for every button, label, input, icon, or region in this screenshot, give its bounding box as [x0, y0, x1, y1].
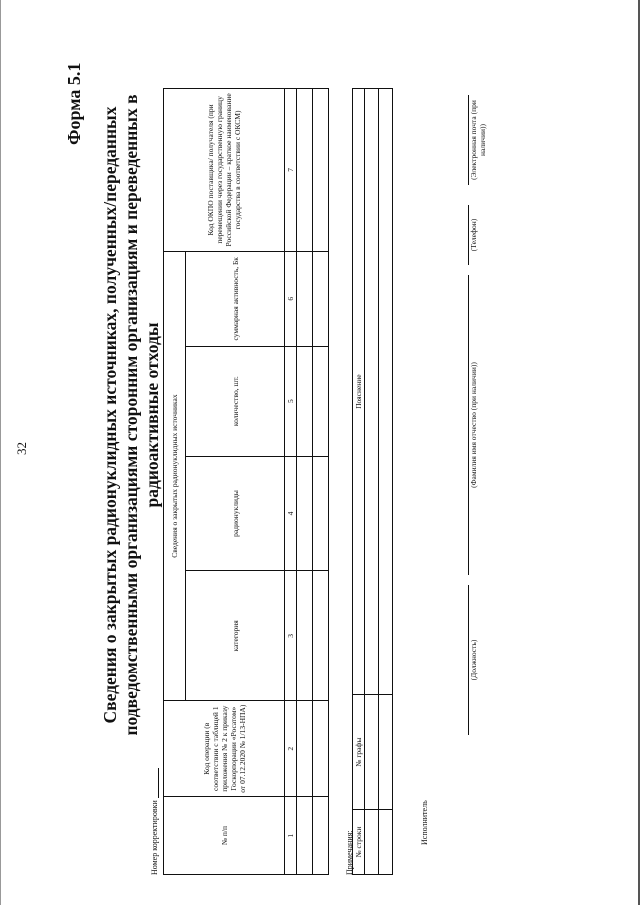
signature-phone-caption: (Телефон): [469, 218, 478, 252]
table-cell[interactable]: [365, 810, 379, 875]
table-row: [379, 89, 393, 875]
col-number-6: 6: [285, 251, 297, 346]
signature-fullname: [468, 275, 478, 575]
table-cell[interactable]: [379, 695, 393, 810]
table-cell[interactable]: [297, 701, 313, 797]
signature-email: [468, 95, 487, 185]
table-row: [297, 89, 313, 875]
main-table: [163, 88, 329, 875]
header-category: категория: [186, 571, 285, 701]
signature-phone: [468, 205, 478, 265]
table-cell[interactable]: [313, 89, 329, 252]
table-cell[interactable]: [313, 571, 329, 701]
header-activity: суммарная активность, Бк: [186, 251, 285, 346]
correction-input-line[interactable]: [150, 768, 159, 798]
col-number-1: 1: [285, 797, 297, 875]
document-title: Сведения о закрытых радионуклидных источниках, полученных/переданных подведомственными организациями сторонним организациям и переведенных в радиоактивные отходы: [100, 94, 162, 736]
table-cell[interactable]: [313, 251, 329, 346]
table-cell[interactable]: [313, 346, 329, 456]
table-cell[interactable]: [297, 251, 313, 346]
col-number-3: 3: [285, 571, 297, 701]
page-number: 32: [14, 442, 29, 455]
table-cell[interactable]: [297, 89, 313, 252]
header-radionuclides: радионуклиды: [186, 456, 285, 571]
table-cell[interactable]: [313, 797, 329, 875]
executor-label: Исполнитель: [420, 800, 429, 845]
header-quantity: количество, шт.: [186, 346, 285, 456]
correction-number: [150, 768, 159, 875]
table-row: [313, 89, 329, 875]
header-op-code: Код операции (в соответствии с таблицей 1 приложения № 2 к приказу Госкорпорации «Росатом» от 07.12.2020 № 1/13-НПА): [164, 701, 285, 797]
table-row: [365, 89, 379, 875]
table-cell[interactable]: [365, 89, 379, 695]
signature-position: [468, 585, 478, 735]
form-label: Форма 5.1: [64, 62, 84, 145]
table-cell[interactable]: [297, 571, 313, 701]
notes-header-explanation: Пояснение: [353, 89, 365, 695]
table-cell[interactable]: [365, 695, 379, 810]
table-cell[interactable]: [313, 701, 329, 797]
header-okpo: Код ОКПО поставщика/ получателя (при перемещении через государственную границу Российской Федерации – краткое наименование государства в соответствии с ОКСМ): [164, 89, 285, 252]
col-number-5: 5: [285, 346, 297, 456]
signature-fullname-caption: (Фамилия имя отчество (при наличии)): [469, 362, 478, 488]
col-number-2: 2: [285, 701, 297, 797]
table-cell[interactable]: [297, 346, 313, 456]
table-cell[interactable]: [297, 456, 313, 571]
table-cell[interactable]: [379, 810, 393, 875]
table-cell[interactable]: [297, 797, 313, 875]
table-cell[interactable]: [379, 89, 393, 695]
notes-header-row: № строки: [353, 810, 365, 875]
table-cell[interactable]: [313, 456, 329, 571]
col-number-4: 4: [285, 456, 297, 571]
col-number-7: 7: [285, 89, 297, 252]
signature-email-caption: (Электронная почта (при наличии)): [469, 100, 487, 180]
header-num: № п/п: [164, 797, 285, 875]
notes-table: [352, 88, 393, 875]
notes-header-column: № графы: [353, 695, 365, 810]
notes-label: Примечания:: [345, 830, 354, 875]
signature-position-caption: (Должность): [469, 639, 478, 681]
header-sources-group: Сведения о закрытых радионуклидных источниках: [164, 251, 186, 700]
correction-label: Номер корректировки: [150, 800, 159, 875]
